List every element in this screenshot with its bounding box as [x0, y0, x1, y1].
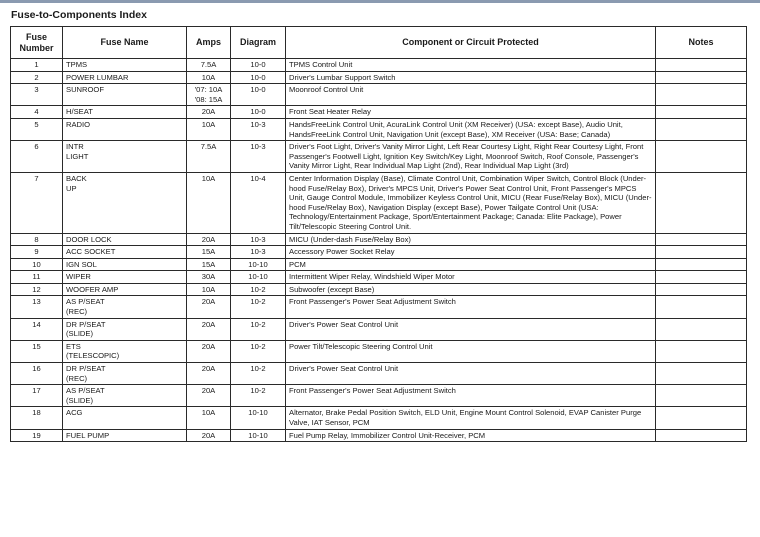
notes-cell [656, 258, 747, 271]
fuse-number-cell: 19 [11, 429, 63, 442]
diagram-cell: 10-0 [231, 84, 286, 106]
notes-cell [656, 84, 747, 106]
amps-cell: 10A [187, 407, 231, 429]
table-row [11, 271, 747, 284]
amps-cell: '07: 10A '08: 15A [187, 84, 231, 106]
component-cell: Front Seat Heater Relay [286, 106, 656, 119]
notes-cell [656, 429, 747, 442]
fuse-number-cell: 3 [11, 84, 63, 106]
component-cell: Subwoofer (except Base) [286, 283, 656, 296]
diagram-cell: 10-10 [231, 271, 286, 284]
table-row [11, 106, 747, 119]
fuse-number-cell: 10 [11, 258, 63, 271]
amps-cell: 20A [187, 363, 231, 385]
amps-cell: 10A [187, 172, 231, 233]
column-header-fuse-name: Fuse Name [63, 27, 187, 59]
notes-cell [656, 340, 747, 362]
component-cell: Power Tilt/Telescopic Steering Control Unit [286, 340, 656, 362]
component-cell: Accessory Power Socket Relay [286, 246, 656, 259]
column-header-notes: Notes [656, 27, 747, 59]
diagram-cell: 10-2 [231, 318, 286, 340]
fuse-number-cell: 16 [11, 363, 63, 385]
table-row [11, 407, 747, 429]
diagram-cell: 10-10 [231, 429, 286, 442]
fuse-name-cell: DR P/SEAT (REC) [63, 363, 187, 385]
fuse-name-cell: IGN SOL [63, 258, 187, 271]
amps-cell: 15A [187, 258, 231, 271]
fuse-number-cell: 12 [11, 283, 63, 296]
fuse-name-cell: WIPER [63, 271, 187, 284]
table-row [11, 246, 747, 259]
amps-cell: 20A [187, 318, 231, 340]
amps-cell: 20A [187, 233, 231, 246]
component-cell: PCM [286, 258, 656, 271]
window-top-strip [0, 0, 760, 3]
amps-cell: 20A [187, 106, 231, 119]
component-cell: Front Passenger's Power Seat Adjustment Switch [286, 385, 656, 407]
amps-cell: 30A [187, 271, 231, 284]
component-cell: Alternator, Brake Pedal Position Switch, ELD Unit, Engine Mount Control Solenoid, EVAP Canister Purge Valve, IAT Sensor, PCM [286, 407, 656, 429]
fuse-name-cell: RADIO [63, 118, 187, 140]
fuse-name-cell: INTR LIGHT [63, 141, 187, 173]
table-row [11, 233, 747, 246]
table-row [11, 258, 747, 271]
fuse-number-cell: 7 [11, 172, 63, 233]
amps-cell: 7.5A [187, 141, 231, 173]
table-row [11, 318, 747, 340]
component-cell: Driver's Power Seat Control Unit [286, 318, 656, 340]
notes-cell [656, 363, 747, 385]
amps-cell: 20A [187, 385, 231, 407]
table-row [11, 141, 747, 173]
diagram-cell: 10-4 [231, 172, 286, 233]
fuse-name-cell: WOOFER AMP [63, 283, 187, 296]
notes-cell [656, 246, 747, 259]
component-cell: Driver's Foot Light, Driver's Vanity Mirror Light, Left Rear Courtesy Light, Right Rear Courtesy Light, Front Passenger's Footwell Light, Ignition Key Switch/Key Light, Moonroof Switch, Roof Console, Passenger's Vanity Mirror Light, Rear Individual Map Light (2nd), Rear Individual Map Light (3rd) [286, 141, 656, 173]
table-body [11, 59, 747, 442]
fuse-name-cell: TPMS [63, 59, 187, 72]
fuse-number-cell: 8 [11, 233, 63, 246]
diagram-cell: 10-3 [231, 141, 286, 173]
component-cell: Intermittent Wiper Relay, Windshield Wiper Motor [286, 271, 656, 284]
notes-cell [656, 271, 747, 284]
component-cell: Driver's Lumbar Support Switch [286, 71, 656, 84]
component-cell: Driver's Power Seat Control Unit [286, 363, 656, 385]
fuse-name-cell: ACC SOCKET [63, 246, 187, 259]
component-cell: HandsFreeLink Control Unit, AcuraLink Control Unit (XM Receiver) (USA: except Base), Audio Unit, HandsFreeLink Control Unit, Navigation Unit (except Base), XM Receiver (USA: Base; Canada) [286, 118, 656, 140]
amps-cell: 20A [187, 296, 231, 318]
notes-cell [656, 172, 747, 233]
notes-cell [656, 106, 747, 119]
amps-cell: 10A [187, 71, 231, 84]
page-title: Fuse-to-Components Index [11, 9, 147, 21]
fuse-name-cell: ETS (TELESCOPIC) [63, 340, 187, 362]
amps-cell: 7.5A [187, 59, 231, 72]
fuse-number-cell: 6 [11, 141, 63, 173]
fuse-index-table [10, 26, 747, 442]
diagram-cell: 10-2 [231, 340, 286, 362]
column-header-diagram: Diagram [231, 27, 286, 59]
notes-cell [656, 71, 747, 84]
diagram-cell: 10-0 [231, 59, 286, 72]
diagram-cell: 10-2 [231, 296, 286, 318]
table-row [11, 84, 747, 106]
component-cell: TPMS Control Unit [286, 59, 656, 72]
fuse-name-cell: ACG [63, 407, 187, 429]
diagram-cell: 10-2 [231, 385, 286, 407]
amps-cell: 20A [187, 429, 231, 442]
table-row [11, 118, 747, 140]
diagram-cell: 10-3 [231, 118, 286, 140]
table-row [11, 363, 747, 385]
fuse-number-cell: 11 [11, 271, 63, 284]
fuse-number-cell: 9 [11, 246, 63, 259]
column-header-component: Component or Circuit Protected [286, 27, 656, 59]
fuse-name-cell: H/SEAT [63, 106, 187, 119]
table-row [11, 59, 747, 72]
notes-cell [656, 59, 747, 72]
notes-cell [656, 118, 747, 140]
notes-cell [656, 296, 747, 318]
fuse-number-cell: 5 [11, 118, 63, 140]
fuse-number-cell: 13 [11, 296, 63, 318]
fuse-name-cell: SUNROOF [63, 84, 187, 106]
diagram-cell: 10-10 [231, 258, 286, 271]
notes-cell [656, 385, 747, 407]
column-header-amps: Amps [187, 27, 231, 59]
fuse-number-cell: 18 [11, 407, 63, 429]
table-row [11, 429, 747, 442]
notes-cell [656, 407, 747, 429]
fuse-name-cell: AS P/SEAT (SLIDE) [63, 385, 187, 407]
fuse-name-cell: FUEL PUMP [63, 429, 187, 442]
table-row [11, 385, 747, 407]
fuse-number-cell: 4 [11, 106, 63, 119]
component-cell: Front Passenger's Power Seat Adjustment Switch [286, 296, 656, 318]
amps-cell: 15A [187, 246, 231, 259]
fuse-number-cell: 17 [11, 385, 63, 407]
notes-cell [656, 141, 747, 173]
amps-cell: 10A [187, 118, 231, 140]
diagram-cell: 10-0 [231, 71, 286, 84]
component-cell: Fuel Pump Relay, Immobilizer Control Unit-Receiver, PCM [286, 429, 656, 442]
diagram-cell: 10-3 [231, 246, 286, 259]
table-row [11, 172, 747, 233]
amps-cell: 10A [187, 283, 231, 296]
fuse-number-cell: 15 [11, 340, 63, 362]
fuse-name-cell: BACK UP [63, 172, 187, 233]
notes-cell [656, 233, 747, 246]
diagram-cell: 10-10 [231, 407, 286, 429]
fuse-number-cell: 1 [11, 59, 63, 72]
fuse-number-cell: 14 [11, 318, 63, 340]
fuse-name-cell: DOOR LOCK [63, 233, 187, 246]
table-row [11, 296, 747, 318]
notes-cell [656, 318, 747, 340]
fuse-name-cell: AS P/SEAT (REC) [63, 296, 187, 318]
notes-cell [656, 283, 747, 296]
diagram-cell: 10-0 [231, 106, 286, 119]
fuse-number-cell: 2 [11, 71, 63, 84]
amps-cell: 20A [187, 340, 231, 362]
diagram-cell: 10-2 [231, 363, 286, 385]
table-row [11, 283, 747, 296]
fuse-name-cell: DR P/SEAT (SLIDE) [63, 318, 187, 340]
diagram-cell: 10-3 [231, 233, 286, 246]
table-row [11, 340, 747, 362]
component-cell: MICU (Under-dash Fuse/Relay Box) [286, 233, 656, 246]
component-cell: Moonroof Control Unit [286, 84, 656, 106]
fuse-name-cell: POWER LUMBAR [63, 71, 187, 84]
component-cell: Center Information Display (Base), Climate Control Unit, Combination Wiper Switch, Control Block (Under-hood Fuse/Relay Box), Driver's MPCS Unit, Driver's Power Seat Control Unit, Front Passenger's MPCS Unit, Gauge Control Module, Immobilizer Keyless Control Unit, MICU (Rear Fuse/Relay Box), MICU (Under-hood Fuse/Relay Box), Navigation Display (except Base), Power Tailgate Control Unit (USA: Technology/Entertainment Package, Sport/Entertainment Package; Canada: Elite Package), Power Tilt/Telescopic Steering Control Unit. [286, 172, 656, 233]
table-row [11, 71, 747, 84]
table-header-row [11, 27, 747, 59]
column-header-fuse-number: Fuse Number [11, 27, 63, 59]
diagram-cell: 10-2 [231, 283, 286, 296]
